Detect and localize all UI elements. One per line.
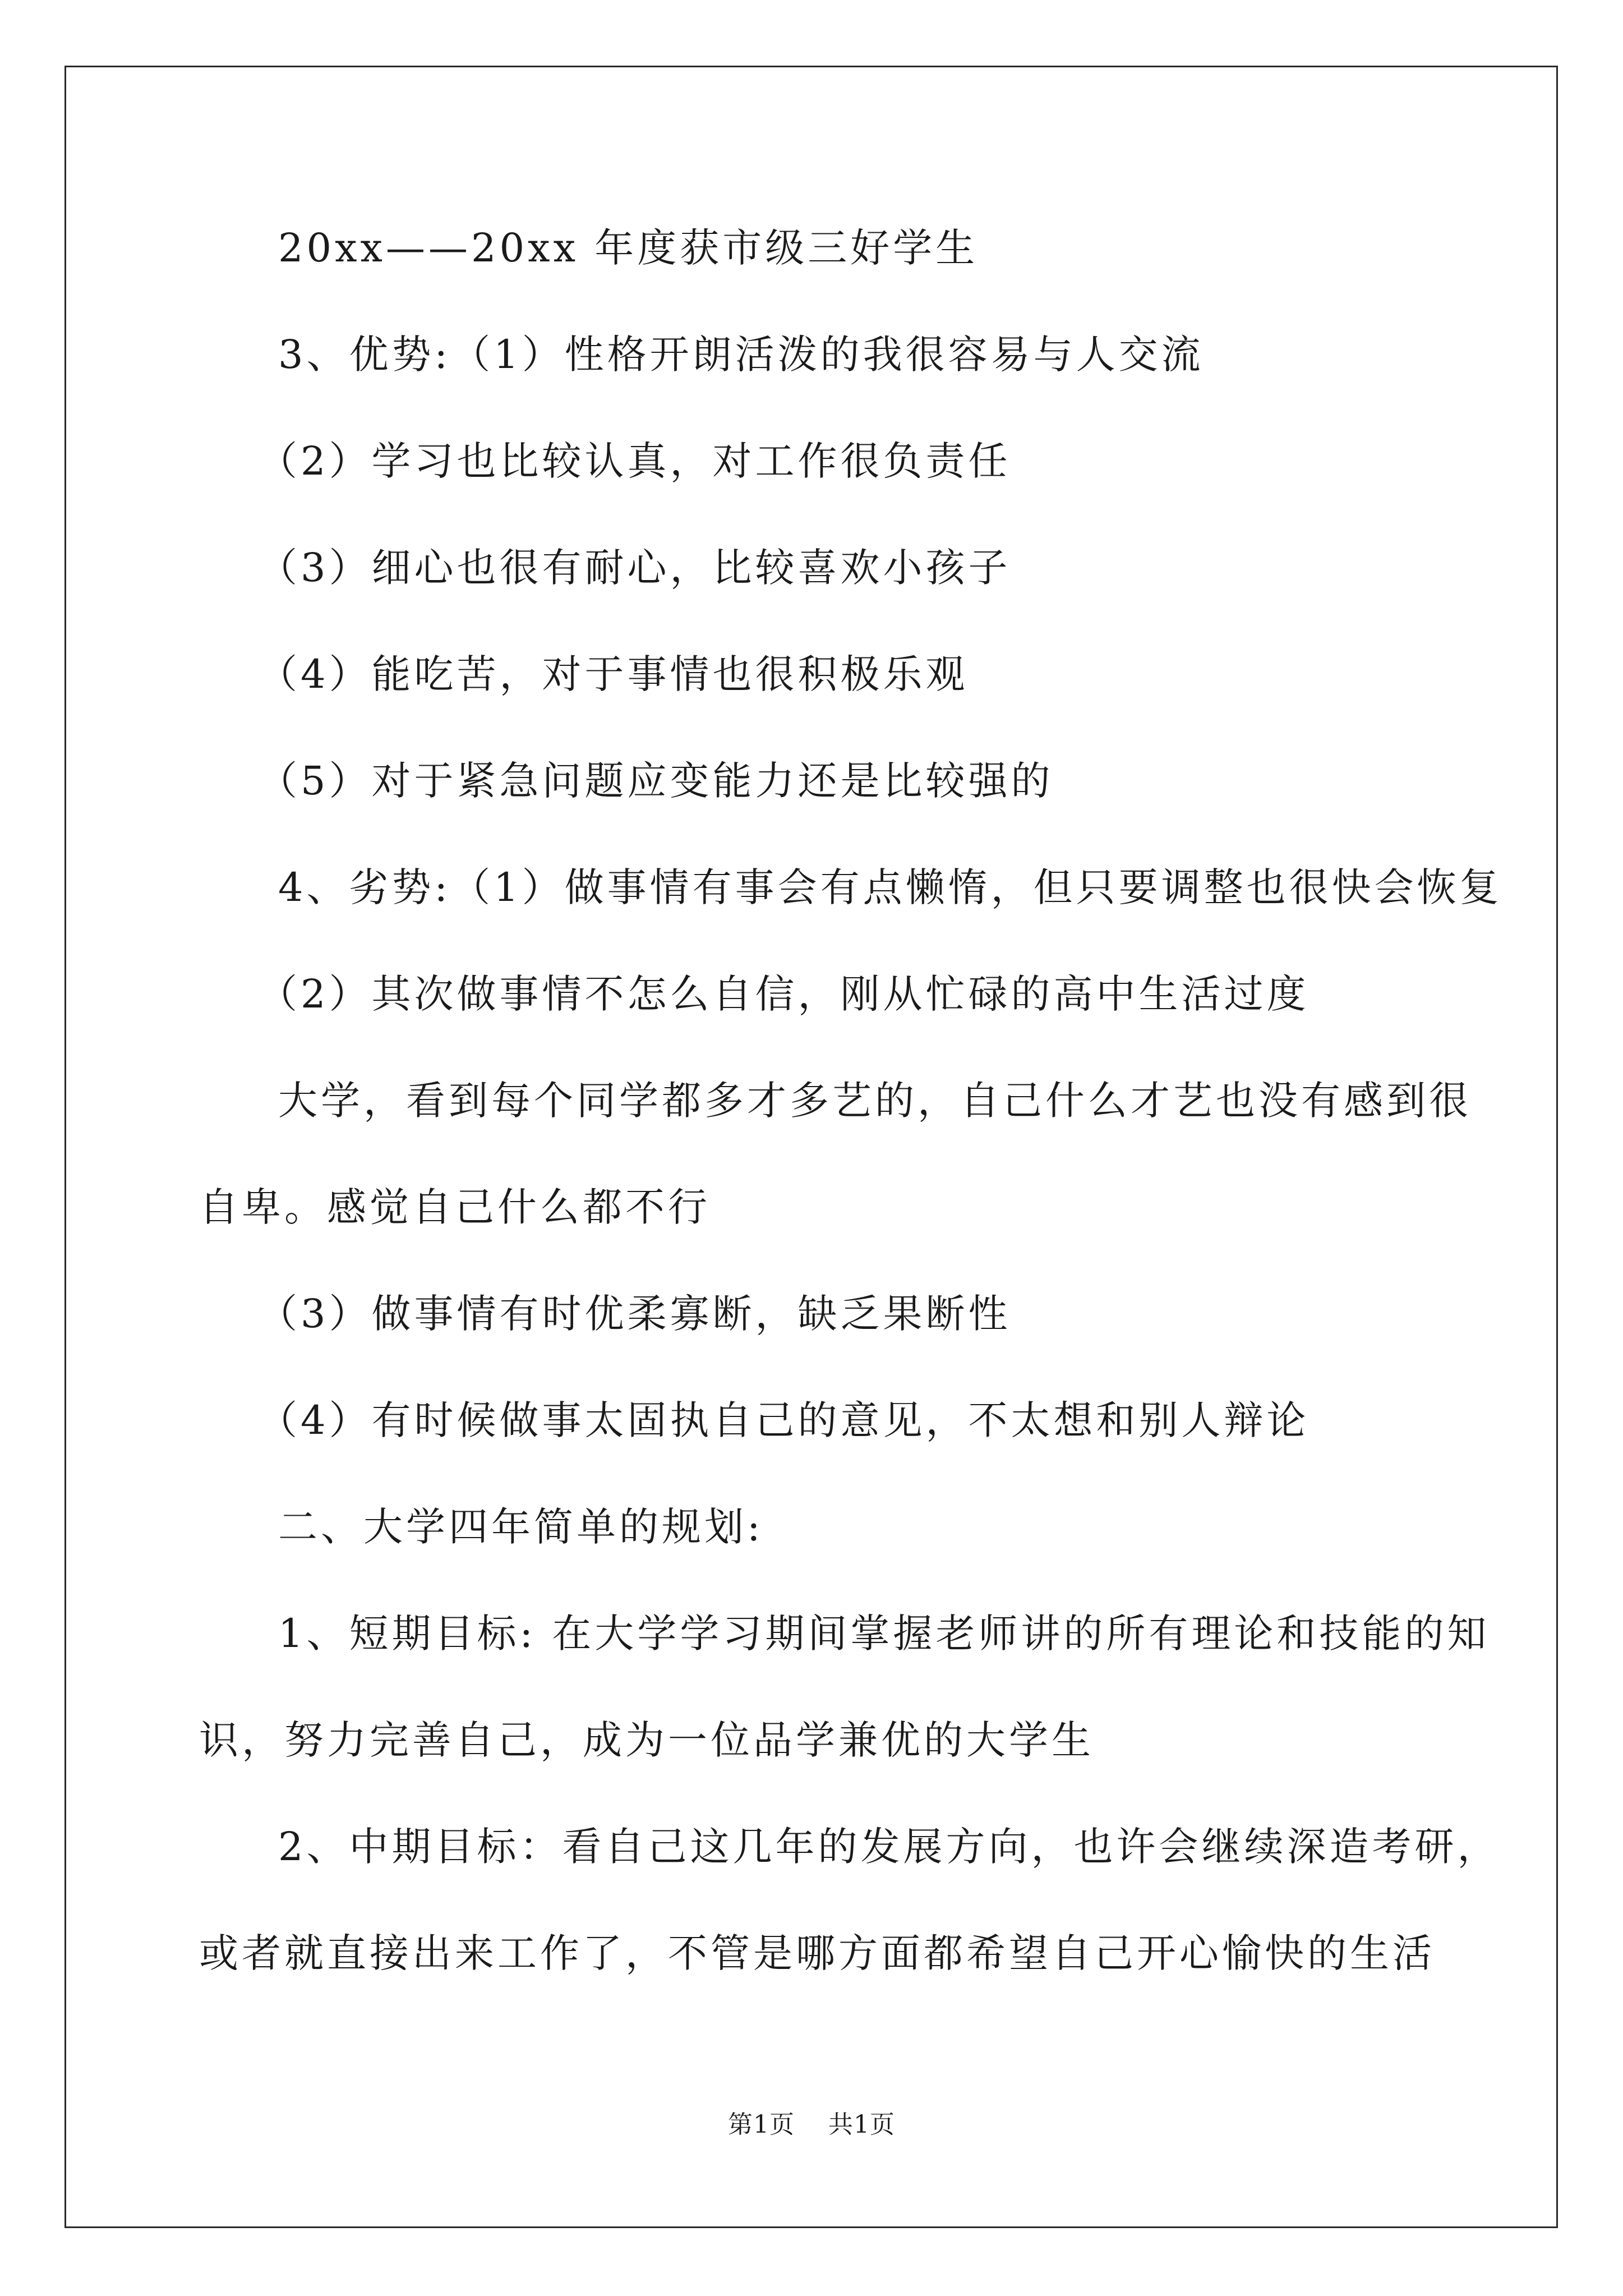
- text-line: 3、优势:（1）性格开朗活泼的我很容易与人交流: [278, 332, 1204, 378]
- text-line: 自卑。感觉自己什么都不行: [199, 1184, 711, 1230]
- text-line: （3）细心也很有耐心，比较喜欢小孩子: [258, 545, 1011, 591]
- text-line: 大学，看到每个同学都多才多艺的，自己什么才艺也没有感到很: [278, 1078, 1472, 1124]
- text-line: 1、短期目标: 在大学学习期间掌握老师讲的所有理论和技能的知: [278, 1611, 1490, 1657]
- text-line: （4）能吃苦，对于事情也很积极乐观: [258, 651, 969, 697]
- text-line: 或者就直接出来工作了，不管是哪方面都希望自己开心愉快的生活: [199, 1930, 1435, 1976]
- text-line: （3）做事情有时优柔寡断，缺乏果断性: [258, 1291, 1011, 1337]
- text-line: （4）有时候做事太固执自己的意见，不太想和别人辩论: [258, 1397, 1310, 1443]
- text-line: 20xx——20xx 年度获市级三好学生: [278, 225, 979, 271]
- section-heading: 二、大学四年简单的规划:: [278, 1504, 764, 1550]
- text-line: 2、中期目标：看自己这几年的发展方向，也许会继续深造考研，: [278, 1824, 1500, 1870]
- page-total: 共1页: [828, 2110, 895, 2139]
- page-number: 第1页: [728, 2110, 795, 2139]
- text-line: （2）其次做事情不怎么自信，刚从忙碌的高中生活过度: [258, 971, 1310, 1017]
- page-border: [64, 66, 1558, 2228]
- text-line: 识，努力完善自己，成为一位品学兼优的大学生: [199, 1717, 1094, 1763]
- text-line: （5）对于紧急问题应变能力还是比较强的: [258, 758, 1054, 804]
- text-line: 4、劣势:（1）做事情有事会有点懒惰，但只要调整也很快会恢复: [278, 864, 1502, 910]
- page-footer: [0, 2108, 1623, 2142]
- text-line: （2）学习也比较认真，对工作很负责任: [258, 438, 1011, 484]
